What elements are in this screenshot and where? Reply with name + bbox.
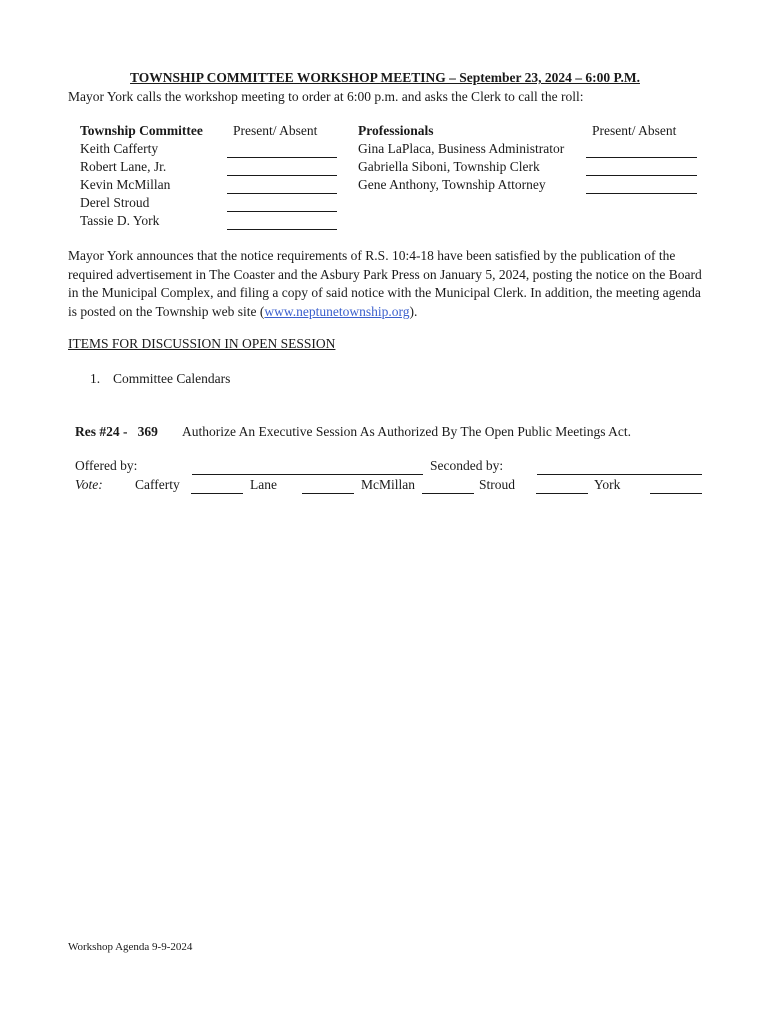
professional: Gene Anthony, Township Attorney [358,177,546,192]
committee-member: Keith Cafferty [80,141,159,156]
committee-heading: Township Committee [80,123,203,138]
meeting-intro: Mayor York calls the workshop meeting to order at 6:00 p.m. and asks the Clerk to call the roll: [68,89,584,104]
committee-status-line[interactable] [227,193,337,194]
committee-status-heading: Present/ Absent [233,123,318,138]
committee-status-line[interactable] [227,229,337,230]
seconded-by-label: Seconded by: [430,458,504,473]
township-website-link[interactable]: www.neptunetownship.org [264,303,410,319]
professional: Gina LaPlaca, Business Administrator [358,141,565,156]
voter-name: Cafferty [135,477,180,492]
vote-line[interactable] [536,493,588,494]
professional-status-line[interactable] [586,193,697,194]
discussion-item-number: 1. [90,371,101,386]
notice-text: Mayor York announces that the notice requirements of R.S. 10:4-18 have been satisfied by the publication of the required advertisement in The Coaster and the Asbury Park Press on January 5, 2024, posting the notice on the Board in the Municipal Complex, and filing a copy of said notice with the Municipal Clerk. In addition, the meeting agenda is posted on the Township web site ( [68,248,702,319]
notice-paragraph [68,247,708,321]
seconded-by-line[interactable] [537,474,702,475]
committee-member: Tassie D. York [80,213,160,228]
committee-status-line[interactable] [227,211,337,212]
professional-status-line[interactable] [586,175,697,176]
committee-status-line[interactable] [227,157,337,158]
resolution-text: Authorize An Executive Session As Authorized By The Open Public Meetings Act. [182,424,631,439]
vote-line[interactable] [650,493,702,494]
voter-name: Lane [250,477,277,492]
voter-name: Stroud [479,477,516,492]
meeting-title: TOWNSHIP COMMITTEE WORKSHOP MEETING – September 23, 2024 – 6:00 P.M. [130,70,640,85]
discussion-heading: ITEMS FOR DISCUSSION IN OPEN SESSION [68,336,336,351]
resolution-number: Res #24 - 369 [75,424,158,439]
committee-status-line[interactable] [227,175,337,176]
professional-status-line[interactable] [586,157,697,158]
offered-by-line[interactable] [192,474,423,475]
offered-by-label: Offered by: [75,458,138,473]
professional: Gabriella Siboni, Township Clerk [358,159,540,174]
vote-line[interactable] [191,493,243,494]
committee-member: Robert Lane, Jr. [80,159,167,174]
notice-text-end: ). [409,303,418,319]
committee-member: Kevin McMillan [80,177,171,192]
vote-line[interactable] [422,493,474,494]
professionals-status-heading: Present/ Absent [592,123,677,138]
vote-line[interactable] [302,493,354,494]
discussion-item: Committee Calendars [113,371,231,386]
professionals-heading: Professionals [358,123,434,138]
voter-name: York [594,477,621,492]
vote-label: Vote: [75,477,103,492]
voter-name: McMillan [361,477,415,492]
page-footer: Workshop Agenda 9-9-2024 [68,941,193,953]
committee-member: Derel Stroud [80,195,150,210]
